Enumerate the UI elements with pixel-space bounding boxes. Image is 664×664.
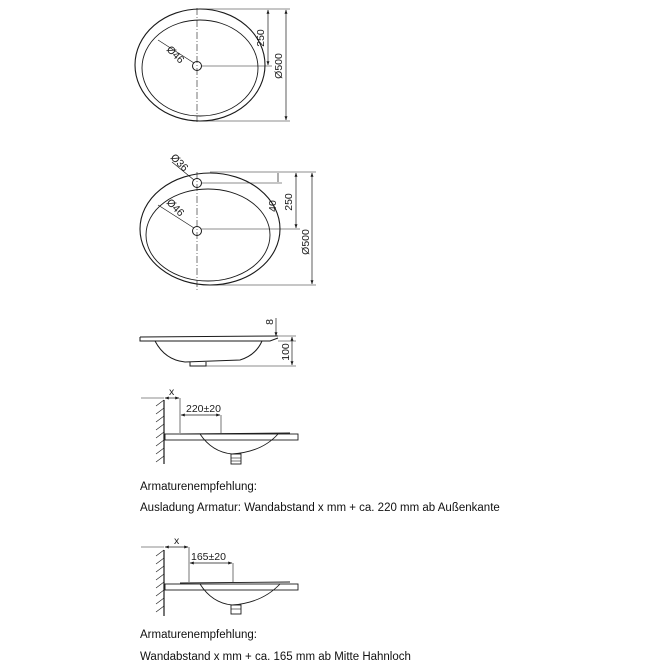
tap-offset-dimension-label: 40 (267, 200, 279, 212)
reach-dimension-label: 165±20 (191, 551, 226, 563)
basin-bowl (200, 434, 278, 454)
wall-hatch (156, 550, 164, 612)
basin-rim (180, 582, 290, 583)
radius-dimension-label: 250 (283, 193, 295, 211)
drain-fitting (231, 454, 241, 464)
rim-thickness-label: 8 (264, 319, 276, 325)
top-view-basin-tap-hole (140, 162, 316, 290)
wall-distance-label: x (169, 386, 175, 398)
drain-diameter-label: Ø46 (163, 43, 187, 67)
recommendation-text-2: Wandabstand x mm + ca. 165 mm ab Mitte Hahnloch (140, 651, 411, 663)
diameter-dimension-label: Ø500 (300, 229, 312, 255)
recommendation-title-2: Armaturenempfehlung: (140, 629, 257, 641)
countertop (165, 584, 298, 590)
basin-outer-rim (135, 9, 265, 121)
recommendation-title-1: Armaturenempfehlung: (140, 481, 257, 493)
wall-hatch (156, 400, 164, 462)
basin-rim-top (140, 336, 278, 337)
tap-hole-diameter-label: Ø36 (167, 151, 191, 175)
basin-inner-bowl (146, 189, 270, 281)
basin-inner-bowl (142, 20, 258, 116)
wall-distance-label: x (174, 535, 180, 547)
countertop (165, 434, 298, 440)
reach-dimension-label: 220±20 (186, 403, 221, 415)
drain-diameter-label: Ø46 (163, 196, 187, 220)
basin-rim-profile (140, 337, 278, 341)
recommendation-text-1: Ausladung Armatur: Wandabstand x mm + ca. 220 mm ab Außenkante (140, 502, 500, 514)
basin-bowl (200, 584, 280, 605)
radius-dimension-label: 250 (255, 29, 267, 47)
diameter-dimension-label: Ø500 (273, 53, 285, 79)
basin-bowl-profile (155, 341, 262, 362)
drain-fitting (231, 605, 241, 614)
top-view-basin-drain (135, 8, 290, 122)
basin-drain-stub (190, 362, 206, 366)
height-dimension-label: 100 (280, 343, 292, 361)
